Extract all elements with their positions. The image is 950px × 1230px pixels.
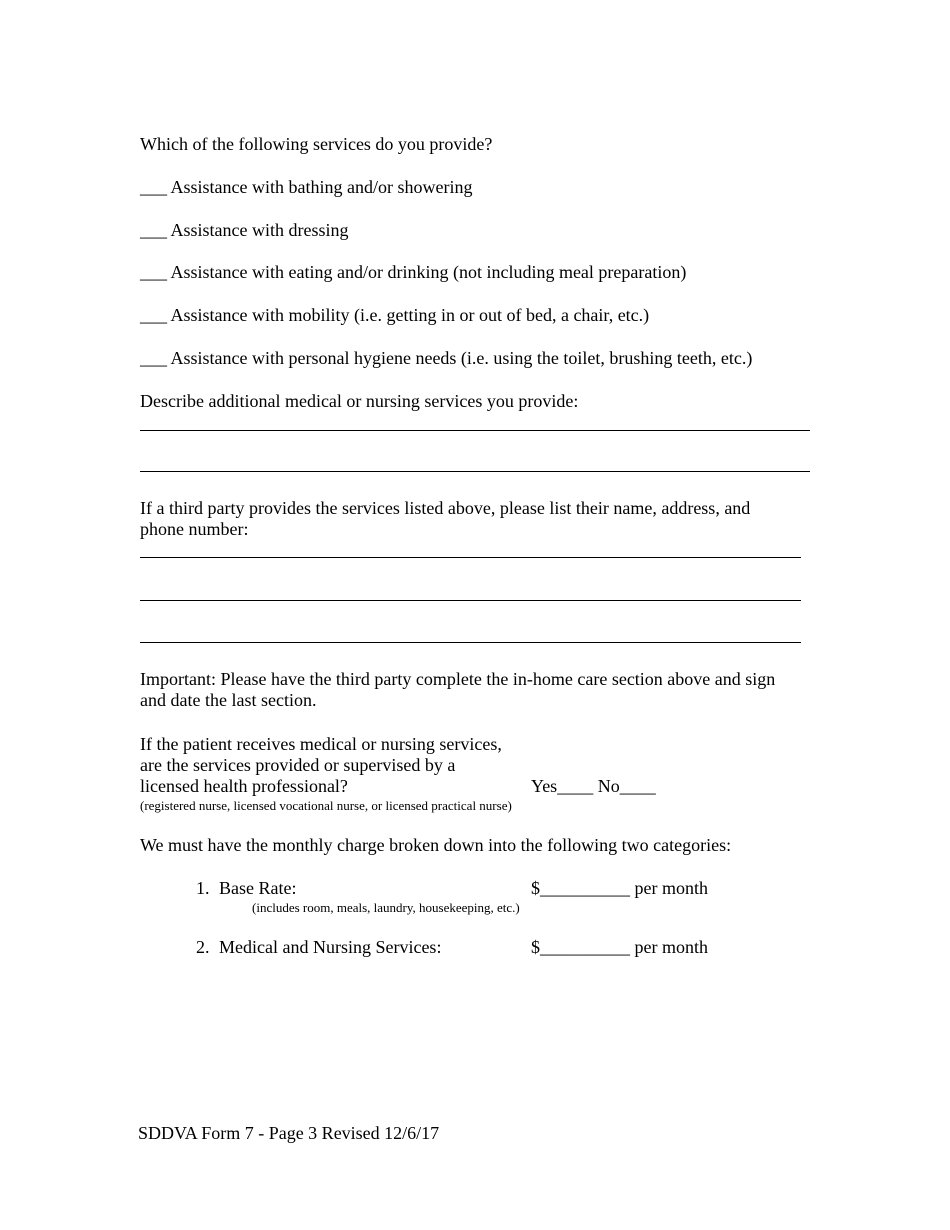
service-item-mobility[interactable]: ___ Assistance with mobility (i.e. getting in or out of bed, a chair, etc.) (140, 305, 650, 325)
describe-services-label: Describe additional medical or nursing services you provide: (140, 391, 579, 411)
supervision-question-line-3: licensed health professional? (140, 776, 348, 796)
medical-nursing-amount-field[interactable]: $__________ per month (531, 937, 708, 957)
important-note-line-2: and date the last section. (140, 690, 317, 710)
important-note-line-1: Important: Please have the third party complete the in-home care section above and sign (140, 669, 776, 689)
describe-services-line-2[interactable] (140, 471, 810, 472)
base-rate-note: (includes room, meals, laundry, housekeeping, etc.) (252, 900, 520, 915)
charge-intro: We must have the monthly charge broken down into the following two categories: (140, 835, 732, 855)
supervision-note: (registered nurse, licensed vocational nurse, or licensed practical nurse) (140, 798, 512, 813)
service-item-bathing[interactable]: ___ Assistance with bathing and/or showering (140, 177, 473, 197)
third-party-prompt-line-2: phone number: (140, 519, 249, 539)
form-footer: SDDVA Form 7 - Page 3 Revised 12/6/17 (138, 1123, 440, 1143)
service-item-eating[interactable]: ___ Assistance with eating and/or drinking (not including meal preparation) (140, 262, 687, 282)
charge-number-2: 2. (196, 937, 210, 957)
base-rate-label: Base Rate: (219, 878, 297, 898)
third-party-line-2[interactable] (140, 600, 801, 601)
charge-number-1: 1. (196, 878, 210, 898)
service-item-dressing[interactable]: ___ Assistance with dressing (140, 220, 349, 240)
medical-nursing-label: Medical and Nursing Services: (219, 937, 442, 957)
third-party-line-1[interactable] (140, 557, 801, 558)
base-rate-amount-field[interactable]: $__________ per month (531, 878, 708, 898)
third-party-line-3[interactable] (140, 642, 801, 643)
service-item-hygiene[interactable]: ___ Assistance with personal hygiene needs (i.e. using the toilet, brushing teeth, etc.) (140, 348, 753, 368)
services-question: Which of the following services do you provide? (140, 134, 493, 154)
supervision-yes-no-field[interactable]: Yes____ No____ (531, 776, 656, 796)
describe-services-line-1[interactable] (140, 430, 810, 431)
third-party-prompt-line-1: If a third party provides the services listed above, please list their name, address, and (140, 498, 751, 518)
supervision-question-line-2: are the services provided or supervised by a (140, 755, 456, 775)
supervision-question-line-1: If the patient receives medical or nursing services, (140, 734, 502, 754)
